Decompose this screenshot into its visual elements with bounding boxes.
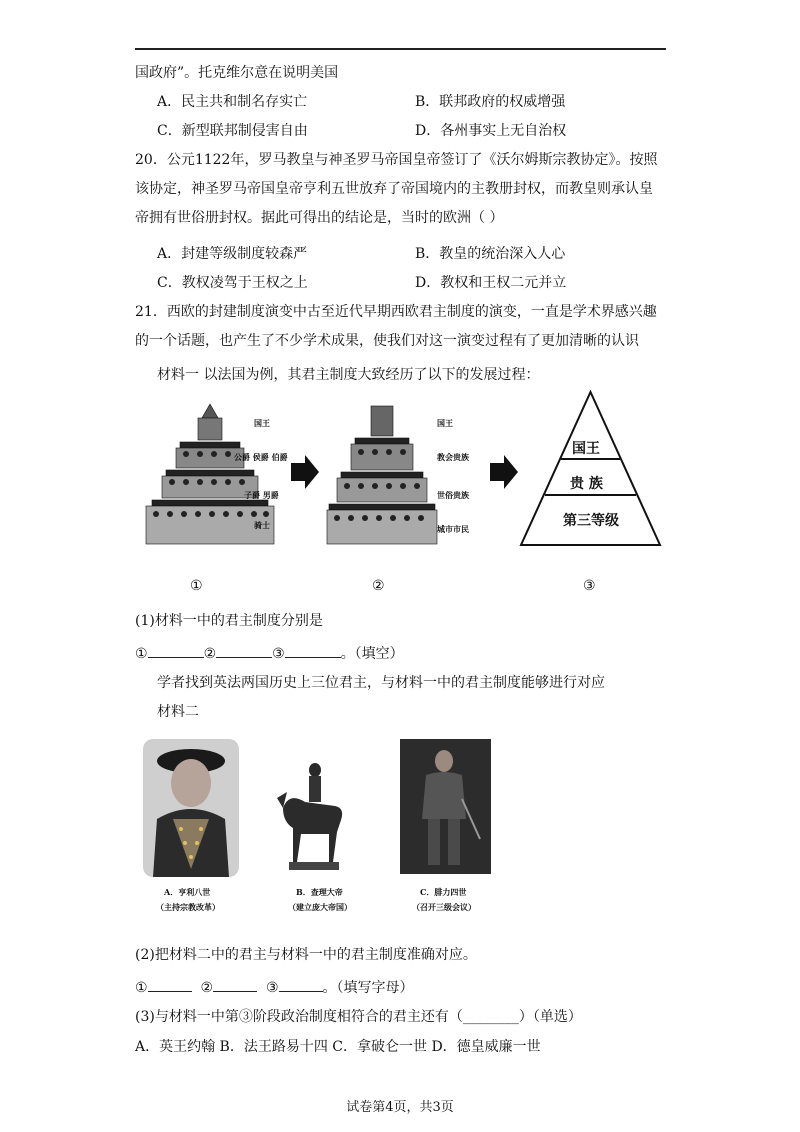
fig2-label-king: 国王 [437,418,453,428]
fig1-label-dukes: 公爵 侯爵 伯爵 [234,452,288,462]
q20-option-b[interactable]: B．教皇的统治深入人心 [415,246,566,262]
q20-option-c[interactable]: C．教权凌驾于王权之上 [157,275,308,291]
sub-question-3: (3)与材料一中第③阶段政治制度相符合的君主还有（________）（单选） [135,1009,582,1025]
sub-question-1: (1)材料一中的君主制度分别是 [135,613,323,629]
answer-blank-2[interactable] [216,643,272,658]
portrait-note-a: （主持宗教改革） [156,902,220,912]
portrait-note-b: （建立庞大帝国） [288,902,352,912]
q20-option-d[interactable]: D．教权和王权二元并立 [415,275,567,291]
fig-number-1: ① [190,578,203,594]
material2-label: 材料二 [157,704,199,720]
page-footer: 试卷第4页，共3页 [346,1100,454,1115]
fig2-label-burghers: 城市市民 [437,524,469,534]
sub-question-2-blanks: ① ② ③ 。（填写字母） [135,977,414,997]
q19-option-a[interactable]: A．民主共和制名存实亡 [157,94,308,110]
fig1-label-king: 国王 [254,418,270,428]
fig-number-2: ② [372,578,385,594]
portrait-note-c: （召开三级会议） [412,902,476,912]
statue-charlemagne [275,762,351,874]
fig-number-3: ③ [583,578,596,594]
pyramid-label-third-estate: 第三等级 [563,513,619,529]
portrait-henry-viii [143,739,239,877]
q19-option-d[interactable]: D．各州事实上无自治权 [415,123,567,139]
arrow-right-icon [291,455,319,493]
portrait-caption-c: C．腓力四世 [420,887,467,897]
sub-question-1-blanks: ① ② ③ 。（填空） [135,643,404,663]
q20-stem-line-2: 该协定，神圣罗马帝国皇帝亨利五世放弃了帝国境内的主教册封权，而教皇则承认皇 [135,181,653,197]
scholars-text: 学者找到英法两国历史上三位君主，与材料一中的君主制度能够进行对应 [157,675,605,691]
portrait-philip-iv [400,739,491,874]
q19-option-b[interactable]: B．联邦政府的权威增强 [415,94,566,110]
header-rule [135,48,666,50]
answer-blank-3[interactable] [285,643,341,658]
answer-blank-6[interactable] [279,977,323,992]
q20-stem-line-1: 20．公元1122年，罗马教皇与神圣罗马帝国皇帝签订了《沃尔姆斯宗教协定》。按照 [135,152,658,168]
q19-stem-tail: 国政府”。托克维尔意在说明美国 [135,65,339,81]
arrow-right-icon [490,455,518,493]
q19-option-c[interactable]: C．新型联邦制侵害自由 [157,123,308,139]
q20-stem-line-3: 帝拥有世俗册封权。据此可得出的结论是，当时的欧洲（ ） [135,210,504,226]
material1-intro: 材料一 以法国为例，其君主制度大致经历了以下的发展过程： [157,367,540,383]
portrait-caption-b: B．查理大帝 [296,887,343,897]
fig2-label-clergy: 教会贵族 [437,452,469,462]
q20-option-a[interactable]: A．封建等级制度较森严 [157,246,308,262]
answer-blank-4[interactable] [148,977,192,992]
estates-hierarchy-illustration [325,400,440,550]
q21-stem-line-1: 21．西欧的封建制度演变中古至近代早期西欧君主制度的演变，一直是学术界感兴趣 [135,304,657,320]
portrait-caption-a: A．亨利八世 [164,887,211,897]
sub-question-2: (2)把材料二中的君主与材料一中的君主制度准确对应。 [135,947,477,963]
fig1-label-knights: 骑士 [254,520,270,530]
answer-blank-1[interactable] [148,643,204,658]
pyramid-label-nobility: 贵 族 [570,476,603,492]
q21-stem-line-2: 的一个话题，也产生了不少学术成果，使我们对这一演变过程有了更加清晰的认识 [135,333,639,349]
fig2-label-nobility: 世俗贵族 [437,490,469,500]
pyramid-label-king: 国王 [572,441,600,457]
sub-question-3-options[interactable]: A．英王约翰 B．法王路易十四 C．拿破仑一世 D．德皇威廉一世 [135,1039,541,1055]
answer-blank-5[interactable] [213,977,257,992]
fig1-label-viscounts: 子爵 男爵 [244,490,279,500]
